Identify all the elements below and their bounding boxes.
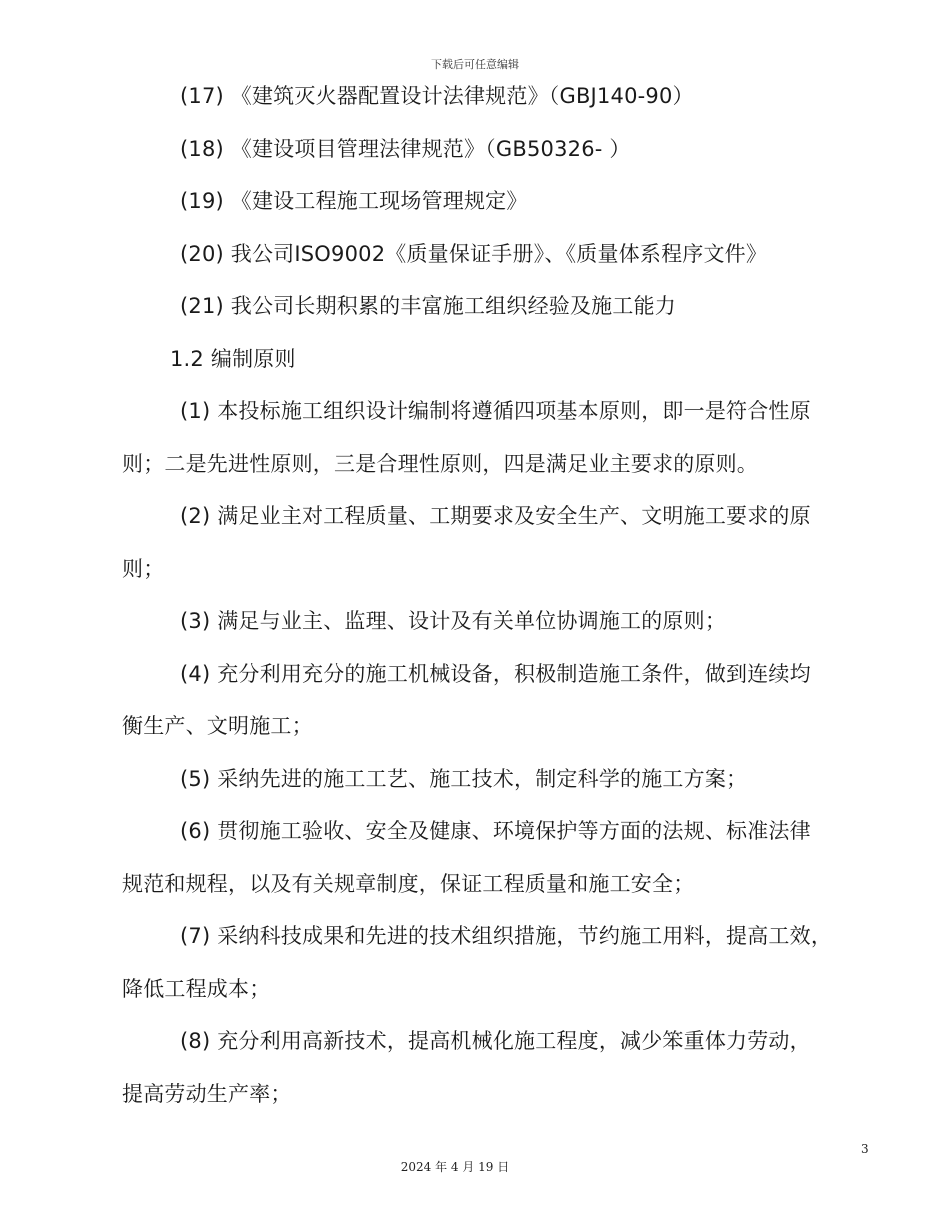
page-number: 3 — [861, 1142, 869, 1156]
document-body — [122, 70, 872, 1120]
principle-6-line-1: (6) 贯彻施工验收、安全及健康、环境保护等方面的法规、标准法律 — [180, 819, 811, 843]
page-header: 下载后可任意编辑 — [431, 58, 519, 71]
reference-item-18: (18) 《建设项目管理法律规范》（GB50326- ） — [180, 136, 631, 161]
principle-1-line-2: 则；二是先进性原则，三是合理性原则，四是满足业主要求的原则。 — [122, 451, 758, 476]
principle-4-line-1: (4) 充分利用充分的施工机械设备，积极制造施工条件，做到连续均 — [180, 661, 811, 686]
principle-3: (3) 满足与业主、监理、设计及有关单位协调施工的原则； — [180, 609, 727, 633]
principle-1-line-1: (1) 本投标施工组织设计编制将遵循四项基本原则，即一是符合性原 — [180, 399, 811, 423]
principle-8-line-1: (8) 充分利用高新技术，提高机械化施工程度，减少笨重体力劳动， — [180, 1029, 811, 1053]
reference-item-20: (20) 我公司ISO9002《质量保证手册》、《质量体系程序文件》 — [180, 241, 768, 266]
principle-6-line-2: 规范和规程，以及有关规章制度，保证工程质量和施工安全； — [122, 871, 695, 896]
principle-7-line-1: (7) 采纳科技成果和先进的技术组织措施，节约施工用料，提高工效， — [180, 924, 833, 948]
footer-date: 2024 年 4 月 19 日 — [400, 1160, 510, 1174]
principle-7-line-2: 降低工程成本； — [122, 976, 271, 1001]
principle-2-line-1: (2) 满足业主对工程质量、工期要求及安全生产、文明施工要求的原 — [180, 504, 811, 528]
principle-4-line-2: 衡生产、文明施工； — [122, 714, 313, 738]
reference-item-17: (17) 《建筑灭火器配置设计法律规范》（GBJ140-90） — [180, 84, 694, 108]
principle-2-line-2: 则； — [122, 556, 165, 581]
section-heading: 1.2 编制原则 — [170, 346, 296, 371]
principle-8-line-2: 提高劳动生产率； — [122, 1081, 292, 1106]
reference-item-21: (21) 我公司长期积累的丰富施工组织经验及施工能力 — [180, 294, 676, 318]
principle-5: (5) 采纳先进的施工工艺、施工技术，制定科学的施工方案； — [180, 766, 748, 791]
reference-item-19: (19) 《建设工程施工现场管理规定》 — [180, 189, 528, 213]
